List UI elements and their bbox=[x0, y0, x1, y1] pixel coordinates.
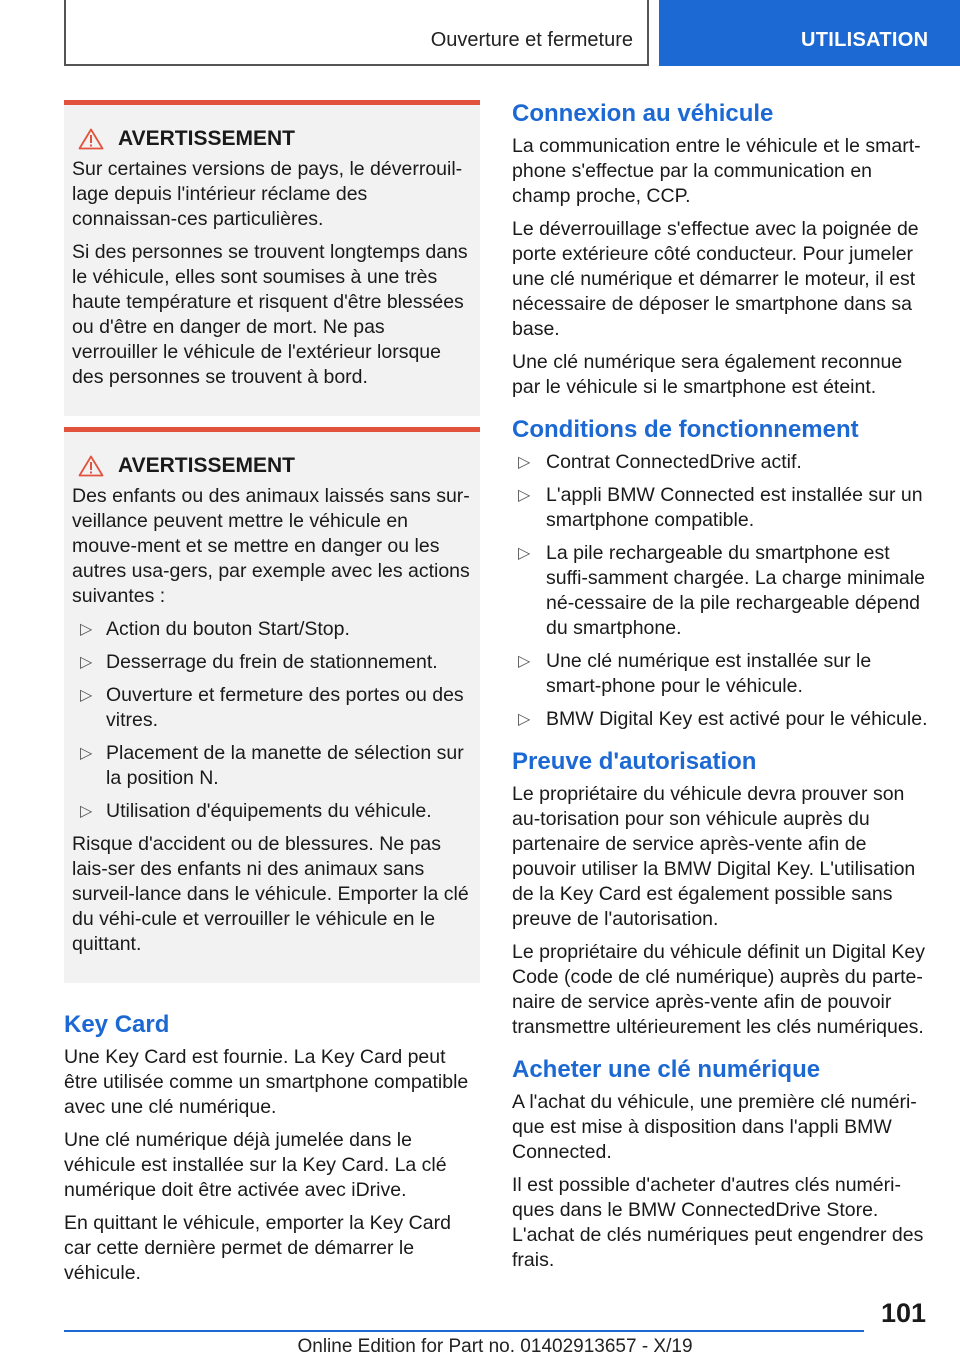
warning-paragraph: Sur certaines versions de pays, le déverrouil-lage depuis l'intérieur réclame des connaissan-ces particulières. bbox=[72, 158, 463, 230]
bullet-icon: ▷ bbox=[518, 487, 531, 504]
page-header bbox=[0, 0, 960, 66]
header-chapter-tab bbox=[659, 0, 960, 66]
section-acheter bbox=[512, 1056, 928, 1273]
conditions-list bbox=[512, 450, 928, 732]
section-preuve bbox=[512, 748, 928, 1040]
warning-paragraph: Si des personnes se trouvent longtemps dans le véhicule, elles sont soumises à une très haute température et risquent d'être blessées ou d'être en danger de mort. Ne pas verrouiller le véhicule de l'extérieur lorsque des personnes se trouvent à bord. bbox=[72, 241, 468, 388]
list-item: ▷ Une clé numérique est installée sur le smart-phone pour le véhicule. bbox=[518, 650, 872, 697]
section-heading: Preuve d'autorisation bbox=[512, 748, 757, 775]
warning-paragraph: Risque d'accident ou de blessures. Ne pas lais-ser des enfants ni des animaux sans surveil-lance dans le véhicule. Emporter la clé du véhi-cule et verrouiller le véhicule en le quittant. bbox=[72, 833, 469, 955]
section-conditions bbox=[512, 416, 928, 732]
bullet-icon: ▷ bbox=[518, 545, 531, 562]
body-paragraph: En quittant le véhicule, emporter la Key Card car cette dernière permet de démarrer le véhicule. bbox=[64, 1212, 451, 1284]
bullet-icon: ▷ bbox=[80, 687, 93, 704]
bullet-icon: ▷ bbox=[518, 454, 531, 471]
footer-divider bbox=[64, 1330, 864, 1332]
section-heading: Acheter une clé numérique bbox=[512, 1056, 821, 1083]
left-column bbox=[64, 100, 480, 1286]
body-paragraph: Le propriétaire du véhicule devra prouver son au-torisation pour son véhicule auprès du partenaire de service après-vente afin de pouvoir utiliser la BMW Digital Key. L'utilisation de la Key Card est également possible sans preuve de l'autorisation. bbox=[512, 783, 916, 930]
header-section-title: Ouverture et fermeture bbox=[430, 29, 633, 51]
warning-triangle-icon bbox=[78, 128, 104, 150]
body-paragraph: Une clé numérique déjà jumelée dans le véhicule est installée sur la Key Card. La clé numérique doit être activée avec iDrive. bbox=[64, 1129, 447, 1201]
body-paragraph: Il est possible d'acheter d'autres clés numéri-ques dans le BMW ConnectedDrive Store. L'achat de clés numériques peut engendrer des frais. bbox=[512, 1174, 924, 1271]
bullet-icon: ▷ bbox=[518, 711, 531, 728]
body-paragraph: A l'achat du véhicule, une première clé numéri-que est mise à disposition dans l'appli BMW Connected. bbox=[512, 1091, 917, 1163]
bullet-icon: ▷ bbox=[80, 621, 93, 638]
section-heading: Connexion au véhicule bbox=[512, 100, 774, 127]
body-paragraph: Une Key Card est fournie. La Key Card peut être utilisée comme un smartphone compatible avec une clé numérique. bbox=[64, 1046, 469, 1118]
bullet-icon: ▷ bbox=[80, 745, 93, 762]
list-item: ▷ Action du bouton Start/Stop. bbox=[80, 618, 350, 640]
section-heading: Conditions de fonctionnement bbox=[512, 416, 859, 443]
list-item: ▷ BMW Digital Key est activé pour le véhicule. bbox=[518, 708, 928, 730]
edition-text: Online Edition for Part no. 01402913657 - X/19 bbox=[297, 1336, 693, 1357]
bullet-icon: ▷ bbox=[518, 653, 531, 670]
warning-title-text: AVERTISSEMENT bbox=[118, 127, 295, 150]
section-key-card bbox=[64, 1011, 480, 1286]
list-item: ▷ La pile rechargeable du smartphone est suffi-samment chargée. La charge minimale né-cessaire de la pile rechargeable dépend du smartphone. bbox=[518, 542, 925, 639]
right-column bbox=[512, 100, 928, 1273]
bullet-icon: ▷ bbox=[80, 654, 93, 671]
list-item: ▷ Placement de la manette de sélection sur la position N. bbox=[80, 742, 464, 789]
warning-title-text: AVERTISSEMENT bbox=[118, 454, 295, 477]
body-paragraph: Le déverrouillage s'effectue avec la poignée de porte extérieure côté conducteur. Pour jumeler une clé numérique et démarrer le moteur, il est nécessaire de déposer le smartphone dans sa base. bbox=[512, 218, 919, 340]
list-item: ▷ Ouverture et fermeture des portes ou des vitres. bbox=[80, 684, 464, 731]
section-connexion bbox=[512, 100, 928, 400]
section-heading: Key Card bbox=[64, 1011, 170, 1038]
body-paragraph: Le propriétaire du véhicule définit un Digital Key Code (code de clé numérique) auprès du parte-naire de service après-vente afin de pouvoir transmettre ultérieurement les clés numériques. bbox=[512, 941, 925, 1038]
list-item: ▷ Desserrage du frein de stationnement. bbox=[80, 651, 438, 673]
list-item: ▷ Utilisation d'équipements du véhicule. bbox=[80, 800, 432, 822]
warning-box bbox=[64, 100, 480, 416]
bullet-icon: ▷ bbox=[80, 803, 93, 820]
warning-title bbox=[72, 454, 472, 478]
body-paragraph: La communication entre le véhicule et le smart-phone s'effectue par la communication en champ proche, CCP. bbox=[512, 135, 921, 207]
warning-triangle-icon bbox=[78, 455, 104, 477]
header-chapter-title: UTILISATION bbox=[801, 29, 929, 51]
warning-title bbox=[72, 127, 472, 151]
warning-box bbox=[64, 427, 480, 983]
page-number: 101 bbox=[880, 1298, 926, 1328]
body-paragraph: Une clé numérique sera également reconnue par le véhicule si le smartphone est éteint. bbox=[512, 351, 903, 398]
warning-list bbox=[72, 617, 472, 824]
list-item: ▷ Contrat ConnectedDrive actif. bbox=[518, 451, 802, 473]
header-section-box bbox=[64, 0, 649, 66]
warning-paragraph: Des enfants ou des animaux laissés sans sur-veillance peuvent mettre le véhicule en mouve-ment et se mettre en danger ou les autres usa-gers, par exemple avec les actions suivantes : bbox=[72, 485, 470, 607]
list-item: ▷ L'appli BMW Connected est installée sur un smartphone compatible. bbox=[518, 484, 923, 531]
